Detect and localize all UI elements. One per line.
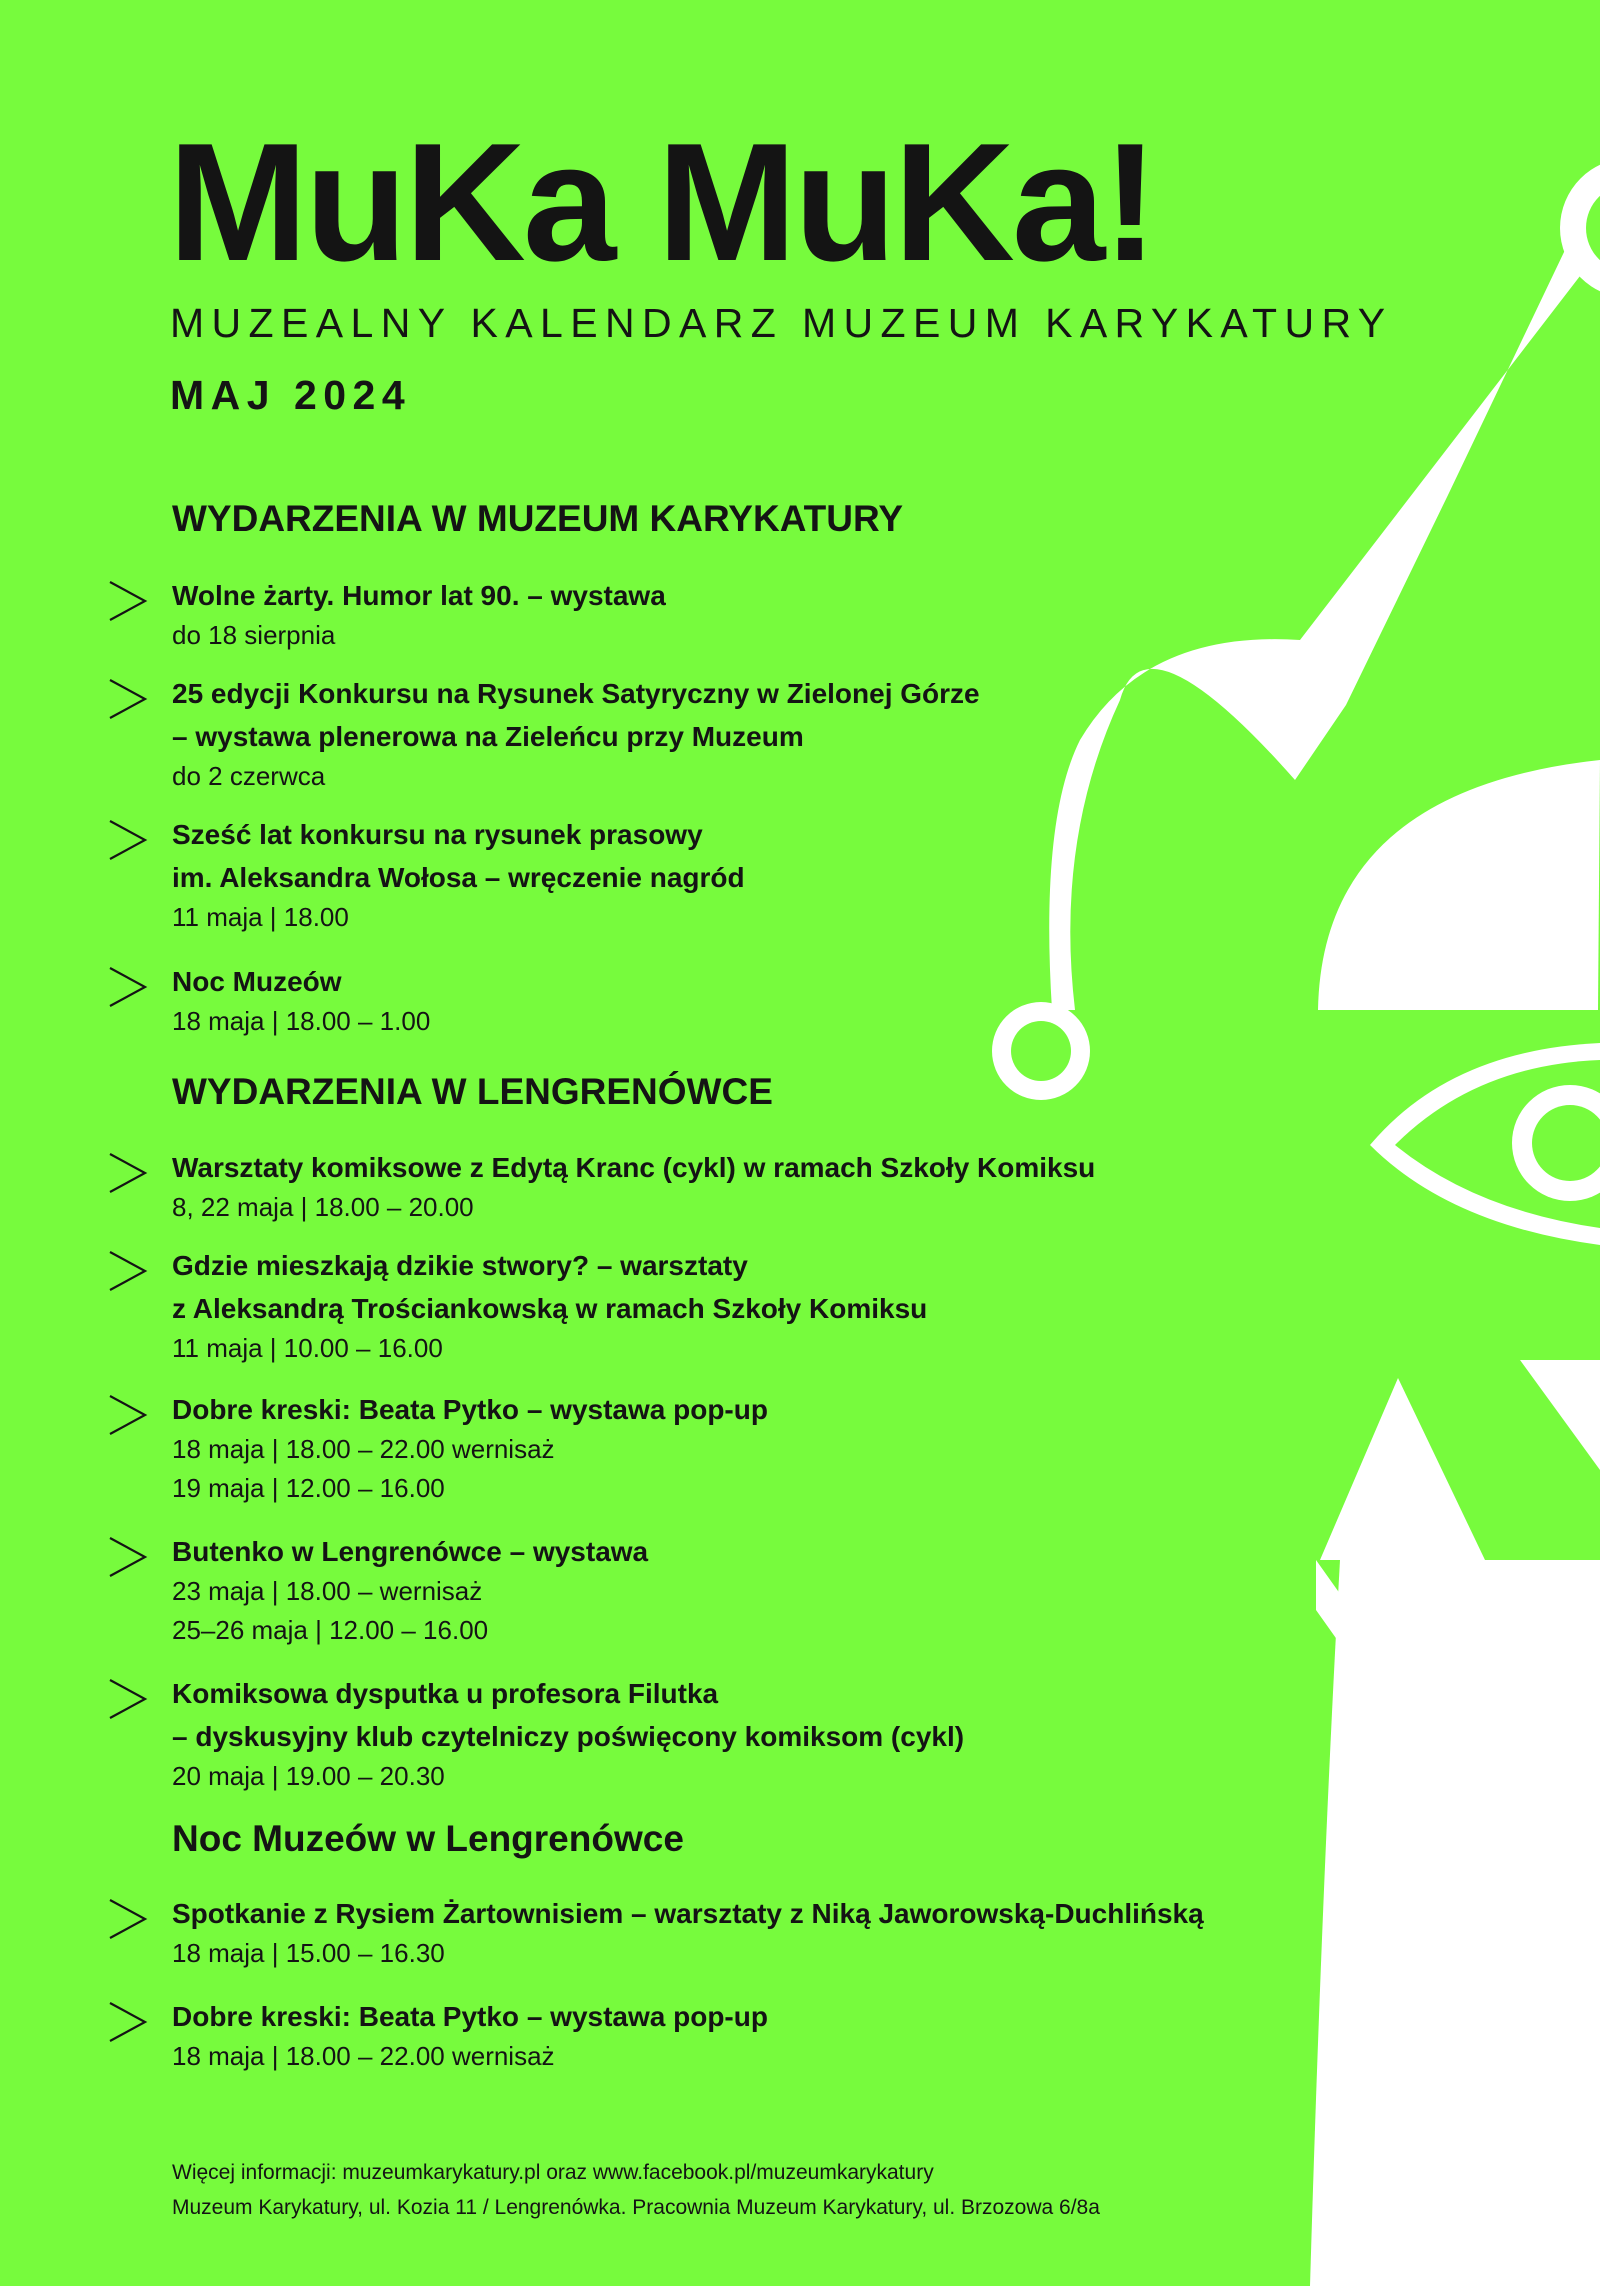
event-title: Wolne żarty. Humor lat 90. – wystawa [172, 580, 666, 611]
event-date: 20 maja | 19.00 – 20.30 [172, 1761, 445, 1791]
event-date: do 18 sierpnia [172, 620, 336, 650]
footer-address: Muzeum Karykatury, ul. Kozia 11 / Lengrenówka. Pracownia Muzeum Karykatury, ul. Brzozowa 6/8a [172, 2196, 1100, 2219]
section-heading-noc-muzeow: Noc Muzeów w Lengrenówce [172, 1818, 684, 1859]
event-title-continued: z Aleksandrą Trościankowską w ramach Szkoły Komiksu [172, 1293, 928, 1324]
arrow-bullet-icon [108, 1536, 148, 1578]
poster-month: MAJ 2024 [170, 372, 412, 418]
event-title: Butenko w Lengrenówce – wystawa [172, 1536, 649, 1567]
arrow-bullet-icon [108, 1898, 148, 1940]
arrow-bullet-icon [108, 1250, 148, 1292]
event-title: Warsztaty komiksowe z Edytą Kranc (cykl) w ramach Szkoły Komiksu [172, 1152, 1096, 1183]
event-title: Noc Muzeów [172, 966, 342, 997]
poster-subtitle: MUZEALNY KALENDARZ MUZEUM KARYKATURY [170, 300, 1393, 346]
event-title-continued: – wystawa plenerowa na Zieleńcu przy Muzeum [172, 721, 804, 752]
arrow-bullet-icon [108, 819, 148, 861]
section-heading-museum: WYDARZENIA W MUZEUM KARYKATURY [172, 498, 904, 539]
event-title: Komiksowa dysputka u profesora Filutka [172, 1678, 719, 1709]
arrow-bullet-icon [108, 580, 148, 622]
event-date: 18 maja | 18.00 – 22.00 wernisaż [172, 2041, 555, 2071]
arrow-bullet-icon [108, 1152, 148, 1194]
event-date: 11 maja | 10.00 – 16.00 [172, 1333, 443, 1363]
event-date: 25–26 maja | 12.00 – 16.00 [172, 1615, 489, 1645]
event-date: 23 maja | 18.00 – wernisaż [172, 1576, 483, 1606]
section-heading-lengrenowka: WYDARZENIA W LENGRENÓWCE [172, 1071, 773, 1112]
event-date: 8, 22 maja | 18.00 – 20.00 [172, 1192, 474, 1222]
event-date: 11 maja | 18.00 [172, 902, 349, 932]
footer-info: Więcej informacji: muzeumkarykatury.pl oraz www.facebook.pl/muzeumkarykatury [172, 2161, 934, 2184]
arrow-bullet-icon [108, 2001, 148, 2043]
event-title: Spotkanie z Rysiem Żartownisiem – warsztaty z Niką Jaworowską-Duchlińską [172, 1898, 1204, 1929]
event-title: Sześć lat konkursu na rysunek prasowy [172, 819, 703, 850]
event-title-continued: im. Aleksandra Wołosa – wręczenie nagród [172, 862, 745, 893]
arrow-bullet-icon [108, 1678, 148, 1720]
event-date: 18 maja | 18.00 – 1.00 [172, 1006, 431, 1036]
event-title: Dobre kreski: Beata Pytko – wystawa pop-up [172, 1394, 768, 1425]
event-date: 18 maja | 15.00 – 16.30 [172, 1938, 445, 1968]
poster-title: MuKa MuKa! [168, 108, 1156, 296]
arrow-bullet-icon [108, 1394, 148, 1436]
event-title: 25 edycji Konkursu na Rysunek Satyryczny w Zielonej Górze [172, 678, 980, 709]
event-title: Dobre kreski: Beata Pytko – wystawa pop-up [172, 2001, 768, 2032]
event-title-continued: – dyskusyjny klub czytelniczy poświęcony komiksom (cykl) [172, 1721, 965, 1752]
event-title: Gdzie mieszkają dzikie stwory? – warsztaty [172, 1250, 748, 1281]
event-date: do 2 czerwca [172, 761, 326, 791]
arrow-bullet-icon [108, 678, 148, 720]
event-date: 18 maja | 18.00 – 22.00 wernisaż [172, 1434, 555, 1464]
event-date: 19 maja | 12.00 – 16.00 [172, 1473, 445, 1503]
arrow-bullet-icon [108, 966, 148, 1008]
